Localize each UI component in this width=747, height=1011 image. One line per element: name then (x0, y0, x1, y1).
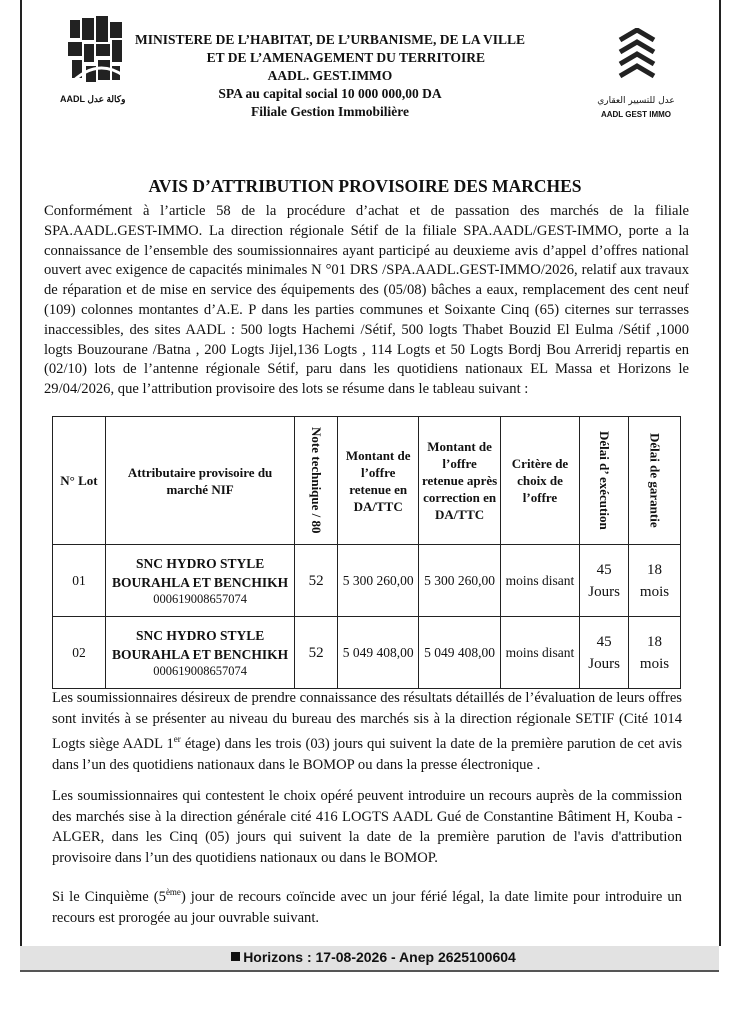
recours-paragraph: Les soumissionnaires qui contestent le choix opéré peuvent introduire un recours auprès de la commission des marchés sise à la direction générale cité 416 LOGTS AADL Gué de Constantine Bâtiment H, Kouba - ALGER, dans les Cinq (05) jours qui suivent la date de la première parution de l'avis d'attribution provisoire dans l’un des quotidiens nationaux ou dans le BOMOP. (52, 788, 682, 866)
cell-attributaire (105, 617, 294, 689)
header-delai-execution (580, 417, 629, 545)
delai-execution-unit: Jours (588, 655, 620, 672)
consultation-superscript: er (173, 734, 181, 744)
square-bullet-icon (231, 952, 240, 961)
consultation-text-a: Les soumissionnaires désireux de prendre connaissance des résultats détaillés de l’évaluation de leurs offres sont invités à se présenter au niveau du bureau des marchés sis à la direction régionale SETIF (Cité 1014 Logts siège AADL 1 (52, 690, 682, 752)
delai-garantie-unit: mois (639, 655, 670, 672)
header-attributaire: Attributaire provisoire du marché NIF (105, 417, 294, 545)
header-delai-garantie-text: Délai de garantie (647, 433, 663, 528)
ministry-header (130, 31, 530, 121)
cell-note: 52 (295, 545, 338, 617)
attributaire-nif: 000619008657074 (153, 664, 247, 678)
aadl-logo-icon (68, 16, 124, 88)
cell-delai-execution (580, 545, 629, 617)
delai-garantie-unit: mois (639, 583, 670, 600)
cell-delai-garantie (629, 617, 681, 689)
jour-ferie-paragraph (52, 882, 682, 928)
header-line-company: AADL. GEST.IMMO (267, 68, 393, 83)
cell-critere: moins disant (500, 617, 579, 689)
jour-ferie-text-a: Si le Cinquième (5 (52, 889, 166, 905)
attributaire-name-line1: SNC HYDRO STYLE (135, 556, 265, 571)
footer-text: Horizons : 17-08-2026 - Anep 2625100604 (243, 949, 516, 965)
attributaire-name-line1: SNC HYDRO STYLE (135, 628, 265, 643)
header-note-technique (295, 417, 338, 545)
header-montant-correction: Montant de l’offre retenue après correction en DA/TTC (419, 417, 500, 545)
header-line-filiale: Filiale Gestion Immobilière (251, 104, 409, 119)
delai-garantie-value: 18 (647, 633, 663, 650)
delai-execution-value: 45 (596, 633, 612, 650)
header-lot: N° Lot (53, 417, 106, 545)
cell-lot: 01 (53, 545, 106, 617)
attributaire-name-line2: BOURAHLA ET BENCHIKH (112, 647, 289, 662)
aadl-gest-immo-caption (596, 96, 676, 119)
jour-ferie-superscript: ème (165, 887, 181, 897)
cell-montant: 5 049 408,00 (337, 617, 418, 689)
cell-delai-execution (580, 617, 629, 689)
consultation-paragraph (52, 688, 682, 775)
attributaire-name-line2: BOURAHLA ET BENCHIKH (112, 575, 289, 590)
logo-caption-arabic: عدل للتسيير العقاري (597, 96, 675, 106)
header-note-text: Note technique / 80 (309, 427, 325, 534)
header-line-amenagement: ET DE L’AMENAGEMENT DU TERRITOIRE (206, 50, 485, 65)
aadl-gest-immo-logo-icon (612, 28, 662, 92)
cell-delai-garantie (629, 545, 681, 617)
table-header-row (53, 417, 681, 545)
cell-attributaire (105, 545, 294, 617)
cell-lot: 02 (53, 617, 106, 689)
cell-montant: 5 300 260,00 (337, 545, 418, 617)
cell-note: 52 (295, 617, 338, 689)
header-delai-garantie (629, 417, 681, 545)
consultation-text-b: étage) dans les trois (03) jours qui suivent la date de la première parution de cet avis dans l’un des quotidiens nationaux dans le BOMOP ou dans la presse électronique . (52, 736, 683, 773)
publication-footer (0, 949, 747, 965)
header-line-capital: SPA au capital social 10 000 000,00 DA (218, 86, 442, 101)
header-critere: Critère de choix de l’offre (500, 417, 579, 545)
header-line-ministry: MINISTERE DE L’HABITAT, DE L’URBANISME, DE LA VILLE (135, 32, 525, 47)
header-montant: Montant de l’offre retenue en DA/TTC (337, 417, 418, 545)
logo-caption-latin: AADL GEST IMMO (600, 110, 672, 119)
delai-execution-unit: Jours (588, 583, 620, 600)
jour-ferie-text-b: ) jour de recours coïncide avec un jour férié légal, la date limite pour introduire un recours est prorogée au jour ouvrable suivant. (52, 889, 682, 926)
table-row (53, 545, 681, 617)
notice-title: AVIS D’ATTRIBUTION PROVISOIRE DES MARCHES (148, 176, 582, 196)
cell-montant-correction: 5 049 408,00 (419, 617, 500, 689)
attribution-table (52, 416, 681, 689)
intro-paragraph: Conformément à l’article 58 de la procédure d’achat et de passation des marchés de la filiale SPA.AADL.GEST-IMMO. La direction régionale Sétif de la filiale SPA.AADL/GEST-IMMO, porte a la connaissance de l’ensemble des soumissionnaires ayant participé au deuxieme avis d’appel d’offres national ouvert avec exigence de capacités minimales N °01 DRS /SPA.AADL.GEST-IMMO/2026, relatif aux travaux de réparation et de mise en service des équipements des (05/08) bâches a eaux, remplacement des cent neuf (109) colonnes montantes d’A.E. P dans les parties communes et Soixante Cinq (65) citernes sur terrasses inaccessibles, des sites AADL : 500 logts Hachemi /Sétif, 500 logts Thabet Bouzid El Eulma /Sétif ,1000 logts Bouzourane /Batna , 200 Logts Jijel,136 Logts , 114 Logts et 50 Logts Bordj Bou Arreridj repartis en (02/10) lots de l’antenne régionale Sétif, paru dans les quotidiens nationaux EL Massa et Horizons le 29/04/2026, que l’attribution provisoire des lots se résume dans le tableau suivant : (44, 203, 689, 398)
aadl-logo-caption: AADL وكالة عدل (60, 94, 126, 104)
header-delai-execution-text: Délai d’ exécution (597, 431, 613, 530)
cell-critere: moins disant (500, 545, 579, 617)
attributaire-nif: 000619008657074 (153, 592, 247, 606)
cell-montant-correction: 5 300 260,00 (419, 545, 500, 617)
delai-execution-value: 45 (596, 561, 612, 578)
table-row (53, 617, 681, 689)
delai-garantie-value: 18 (647, 561, 663, 578)
